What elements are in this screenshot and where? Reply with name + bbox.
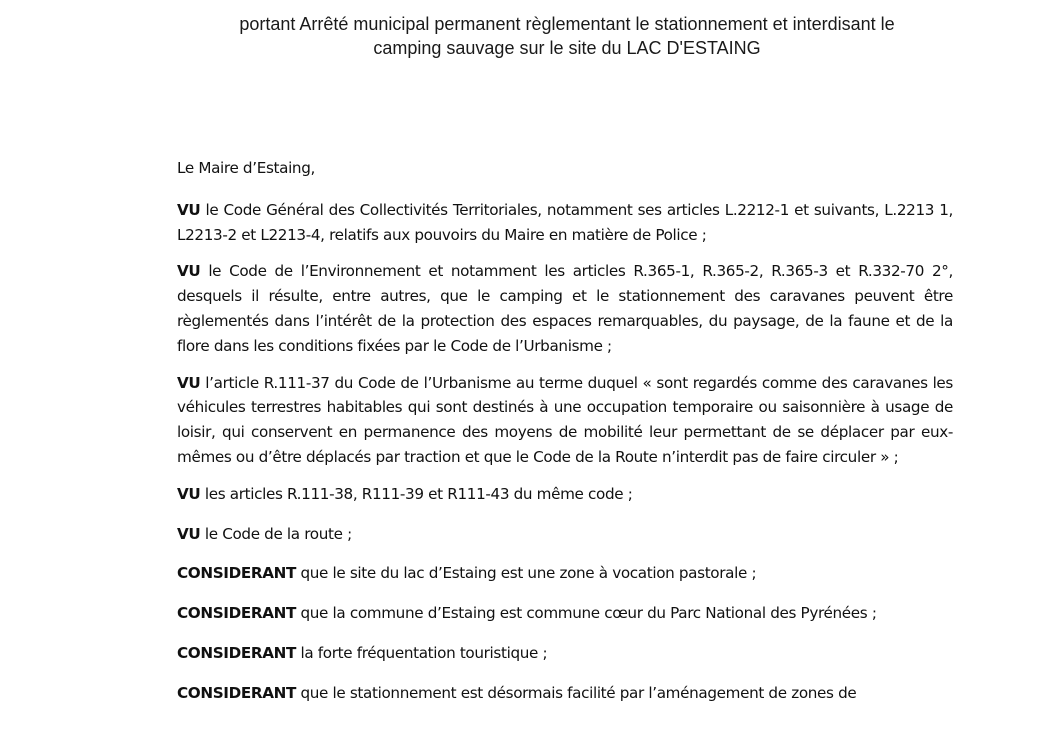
paragraph-keyword: VU (177, 484, 201, 503)
paragraph-considerant-pastorale (177, 561, 953, 586)
paragraph-text: le Code de la route ; (200, 524, 352, 543)
paragraph-keyword: VU (177, 524, 201, 543)
paragraph-vu-environnement (177, 259, 953, 358)
paragraph-keyword: VU (177, 262, 201, 281)
paragraph-vu-articles (177, 482, 953, 507)
paragraph-text: le Code de l’Environnement et notamment les articles R.365-1, R.365-2, R.365-3 et R.332-70 2°, desquels il résulte, entre autres, que le camping et le stationnement des caravanes peuvent être règlementés dans l’intérêt de la protection des espaces remarquables, du paysage, de la faune et de la flore dans les conditions fixées par le Code de l’Urbanisme ; (177, 262, 953, 355)
paragraph-considerant-parc-national (177, 601, 953, 626)
paragraph-text: que le site du lac d’Estaing est une zone à vocation pastorale ; (296, 564, 757, 583)
paragraph-keyword: CONSIDERANT (177, 604, 297, 623)
paragraph-text: que la commune d’Estaing est commune cœur du Parc National des Pyrénées ; (296, 604, 877, 623)
paragraph-vu-cgct (177, 198, 953, 248)
paragraph-keyword: CONSIDERANT (177, 564, 297, 583)
document-body (177, 156, 953, 721)
paragraph-vu-urbanisme (177, 371, 953, 470)
paragraph-text: que le stationnement est désormais facilité par l’aménagement de zones de (296, 683, 857, 702)
document-title (120, 12, 1014, 60)
paragraph-keyword: VU (177, 200, 201, 219)
title-line-1: portant Arrêté municipal permanent règlementant le stationnement et interdisant le (239, 14, 895, 34)
greeting: Le Maire d’Estaing, (177, 159, 315, 177)
paragraph-text: les articles R.111-38, R111-39 et R111-43 du même code ; (200, 484, 633, 503)
title-line-2: camping sauvage sur le site du LAC D'ESTAING (373, 38, 761, 58)
paragraph-text: l’article R.111-37 du Code de l’Urbanisme au terme duquel « sont regardés comme des caravanes les véhicules terrestres habitables qui sont destinés à une occupation temporaire ou saisonnière à usage de loisir, qui conservent en permanence des moyens de mobilité leur permettant de se déplacer par eux-mêmes ou d’être déplacés par traction et que le Code de la Route n’interdit pas de faire circuler » ; (177, 373, 953, 466)
paragraph-considerant-stationnement (177, 681, 953, 706)
paragraph-keyword: VU (177, 373, 201, 392)
paragraph-considerant-frequentation (177, 641, 953, 666)
paragraph-keyword: CONSIDERANT (177, 683, 297, 702)
paragraph-vu-code-route (177, 522, 953, 547)
paragraph-keyword: CONSIDERANT (177, 643, 297, 662)
paragraph-text: la forte fréquentation touristique ; (296, 643, 548, 662)
paragraph-text: le Code Général des Collectivités Territoriales, notamment ses articles L.2212-1 et suivants, L.2213 1, L2213-2 et L2213-4, relatifs aux pouvoirs du Maire en matière de Police ; (177, 200, 953, 244)
